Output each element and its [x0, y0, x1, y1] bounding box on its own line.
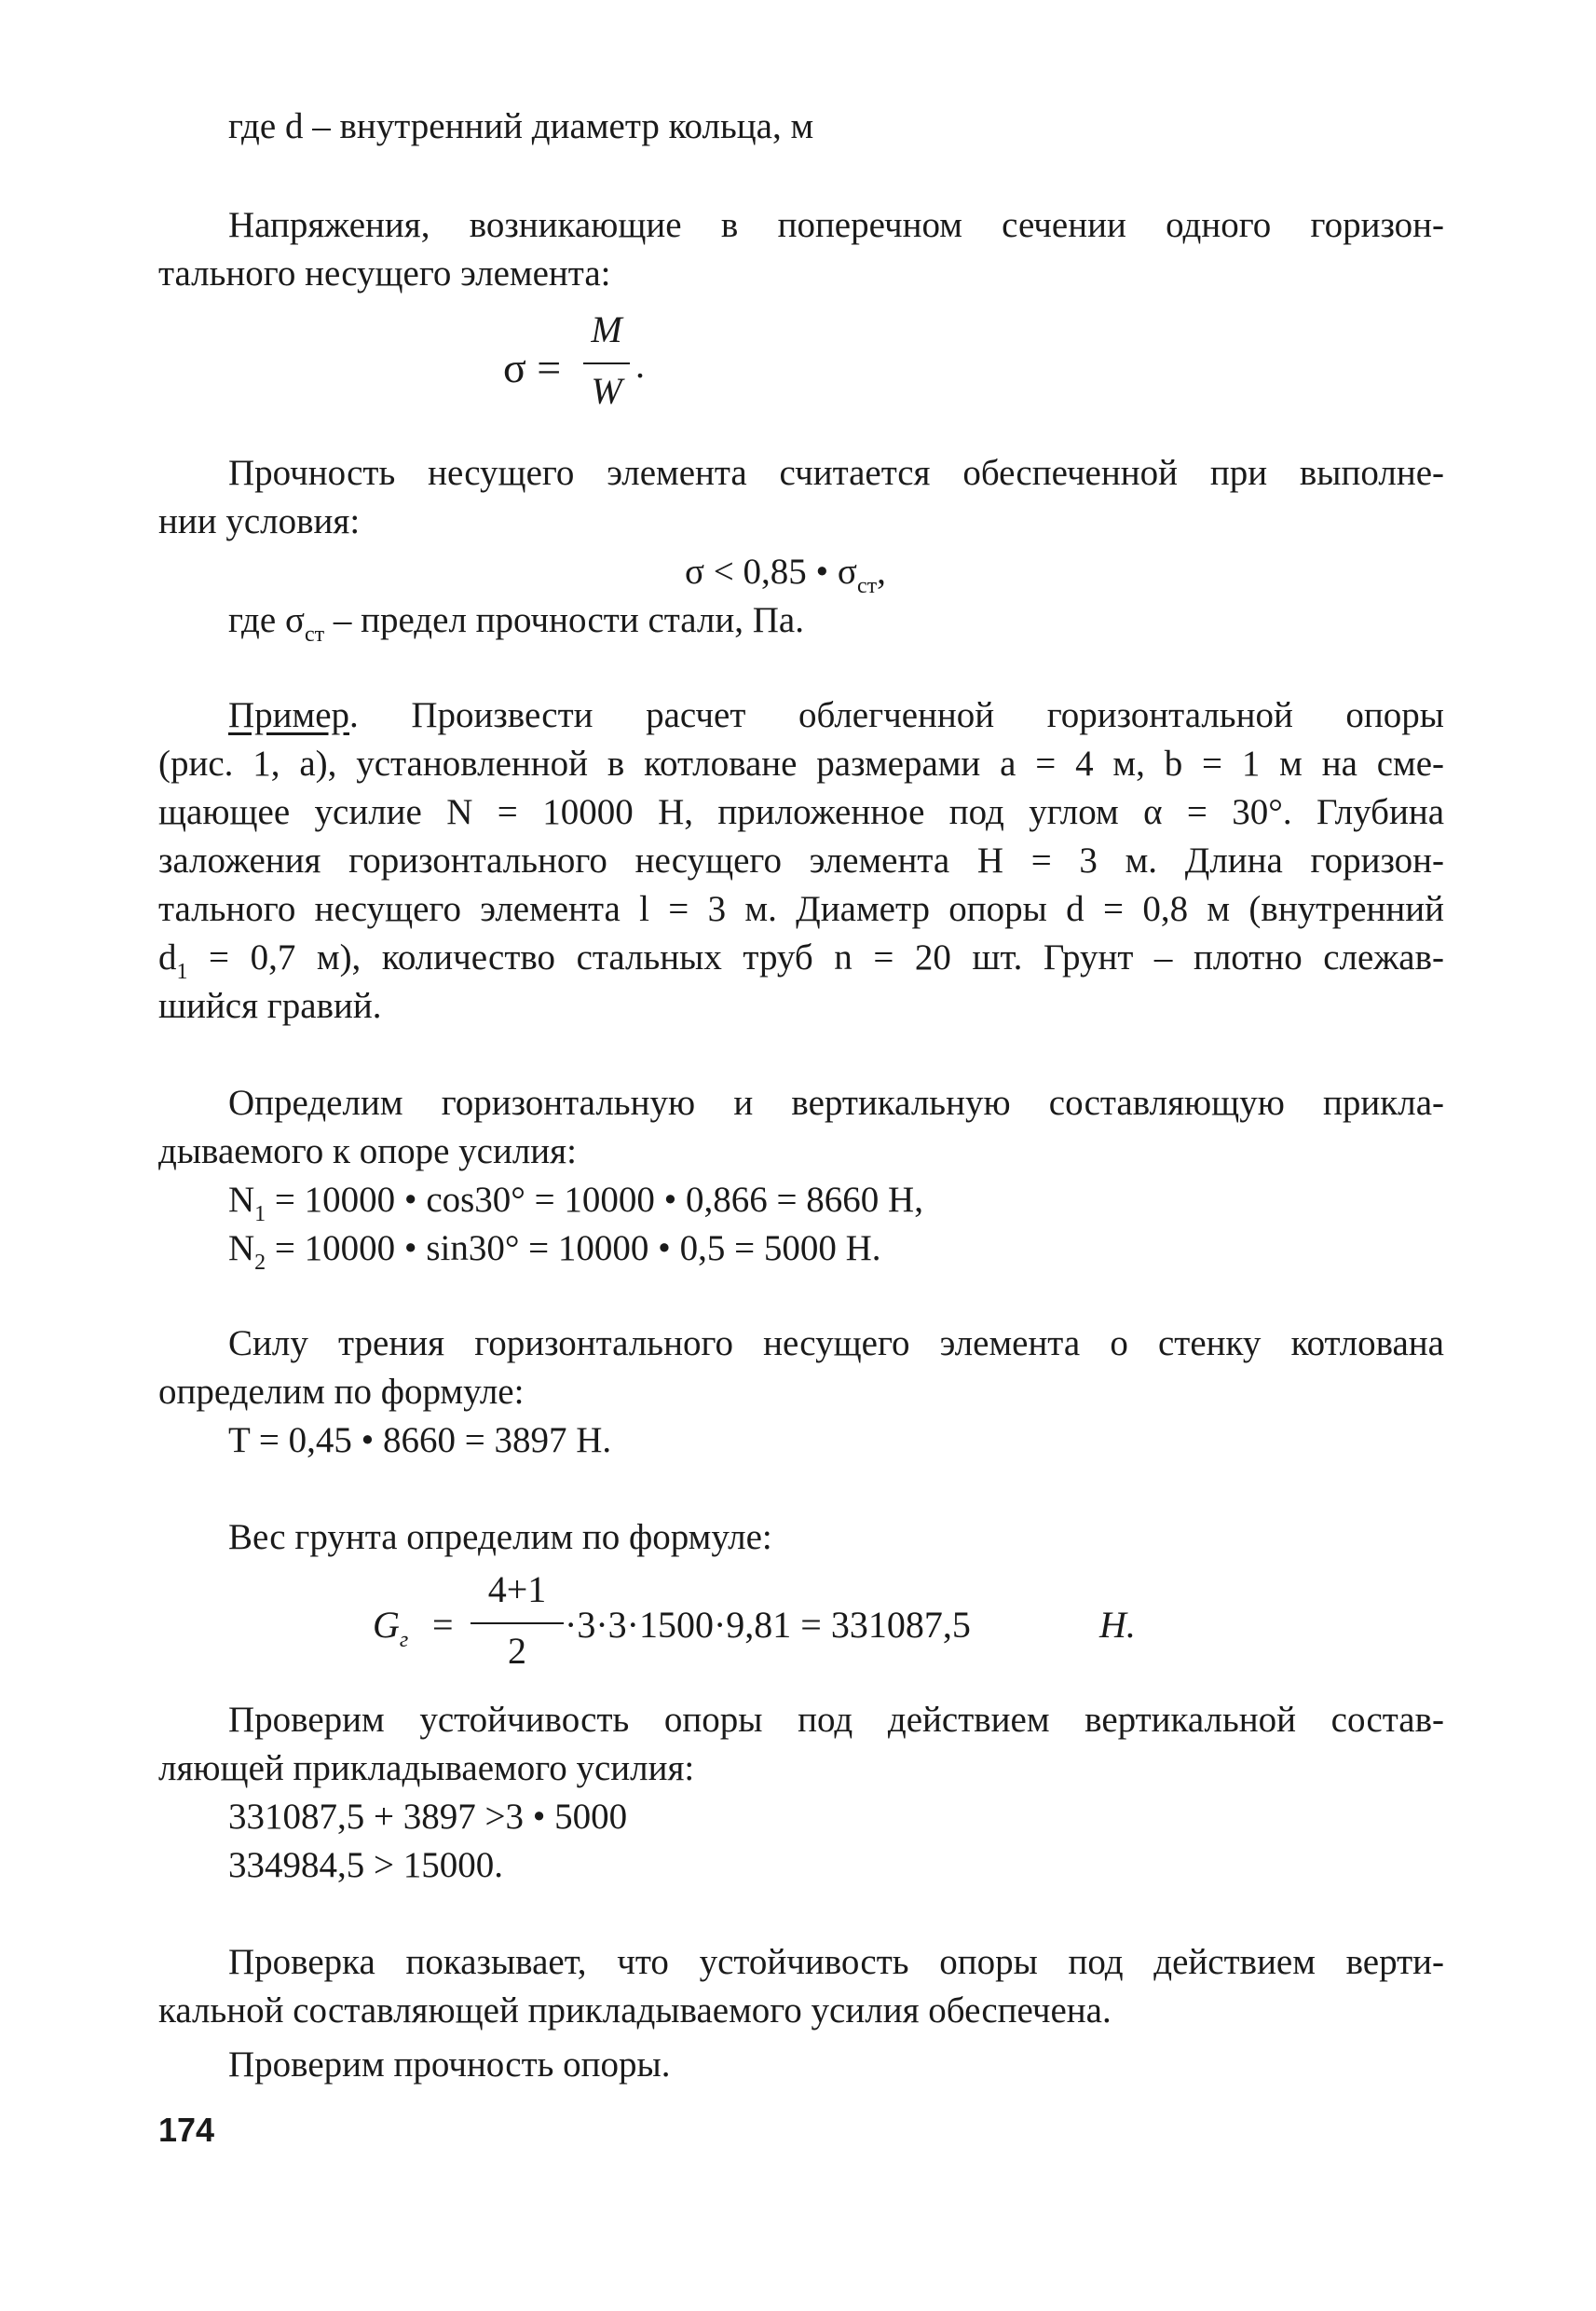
example-label: Пример [228, 695, 350, 735]
formula-end: . [635, 344, 645, 386]
formula-subscript: г [399, 1628, 409, 1652]
text-line: Вес грунта определим по формуле: [228, 1517, 772, 1557]
equation-n2 [228, 1226, 881, 1285]
text-line: Силу трения горизонтального несущего элемента о стенку котлована [228, 1323, 1444, 1363]
formula-unit: H. [1099, 1604, 1136, 1646]
text-span: = 0,7 м), количество стальных труб n = 20 шт. Грунт – плотно слежав- [187, 937, 1444, 978]
formula-lhs [373, 1603, 408, 1653]
formula-denominator: 2 [508, 1630, 526, 1672]
text-line: дываемого к опоре усилия: [158, 1131, 577, 1171]
inequality-line: 331087,5 + 3897 >3 • 5000 [228, 1797, 628, 1837]
text-line: (рис. 1, а), установленной в котловане размерами a = 4 м, b = 1 м на сме- [158, 744, 1444, 784]
text-span: – предел прочности стали, Па. [324, 600, 804, 640]
text-span: = 10000 • cos30° = 10000 • 0,866 = 8660 Н, [266, 1180, 923, 1220]
text-span: где σ [228, 600, 305, 640]
text-line: Прочность несущего элемента считается обеспеченной при выполне- [228, 453, 1444, 493]
text-line: Напряжения, возникающие в поперечном сечении одного горизон- [228, 205, 1444, 245]
text-line: щающее усилие N = 10000 Н, приложенное под углом α = 30°. Глубина [158, 792, 1444, 832]
formula-end: , [877, 552, 886, 592]
formula-denominator: W [591, 370, 622, 412]
text-line: Проверим прочность опоры. [228, 2044, 671, 2085]
text-line: кальной составляющей прикладываемого усилия обеспечена. [158, 1990, 1112, 2031]
subscript: 2 [254, 1251, 266, 1275]
formula-subscript: ст [856, 574, 878, 598]
formula-symbol: G [373, 1604, 400, 1646]
text-line: шийся гравий. [158, 986, 382, 1026]
text-line: нии условия: [158, 501, 361, 541]
text-line: где d – внутренний диаметр кольца, м [228, 106, 814, 146]
text-line: Определим горизонтальную и вертикальную составляющую прикла- [228, 1083, 1444, 1123]
subscript: ст [304, 622, 325, 647]
text-line [228, 598, 804, 657]
text-line [228, 693, 1444, 738]
text-line: тального несущего элемента: [158, 253, 611, 294]
equation-t: T = 0,45 • 8660 = 3897 Н. [228, 1420, 612, 1460]
formula-main: σ < 0,85 • σ [685, 552, 857, 592]
text-line: ляющей прикладываемого усилия: [158, 1748, 695, 1788]
text-line: Проверка показывает, что устойчивость опоры под действием верти- [228, 1942, 1444, 1982]
inequality-line: 334984,5 > 15000. [228, 1845, 503, 1885]
formula-numerator: 4+1 [487, 1568, 547, 1610]
text-line: заложения горизонтального несущего элемента H = 3 м. Длина горизон- [158, 841, 1444, 881]
formula-equals: = [432, 1604, 454, 1646]
text-span: = 10000 • sin30° = 10000 • 0,5 = 5000 Н. [266, 1228, 881, 1268]
text-span: N [228, 1228, 255, 1268]
formula-numerator: M [591, 308, 622, 350]
text-span: d [158, 937, 177, 978]
text-line: тального несущего элемента l = 3 м. Диаметр опоры d = 0,8 м (внутренний [158, 889, 1445, 929]
subscript: 1 [176, 960, 188, 984]
text-span: N [228, 1180, 255, 1220]
formula-rest: ·3·3·1500·9,81 = 331087,5 [565, 1604, 971, 1646]
page-number: 174 [158, 2111, 215, 2149]
text-line: определим по формуле: [158, 1372, 525, 1412]
text-span: . Произвести расчет облегченной горизонтальной опоры [349, 695, 1444, 735]
formula-lhs: σ = [503, 344, 562, 391]
fraction-bar [583, 362, 630, 364]
text-line: Проверим устойчивость опоры под действием вертикальной состав- [228, 1700, 1444, 1740]
fraction-bar [471, 1622, 564, 1624]
subscript: 1 [254, 1202, 266, 1226]
